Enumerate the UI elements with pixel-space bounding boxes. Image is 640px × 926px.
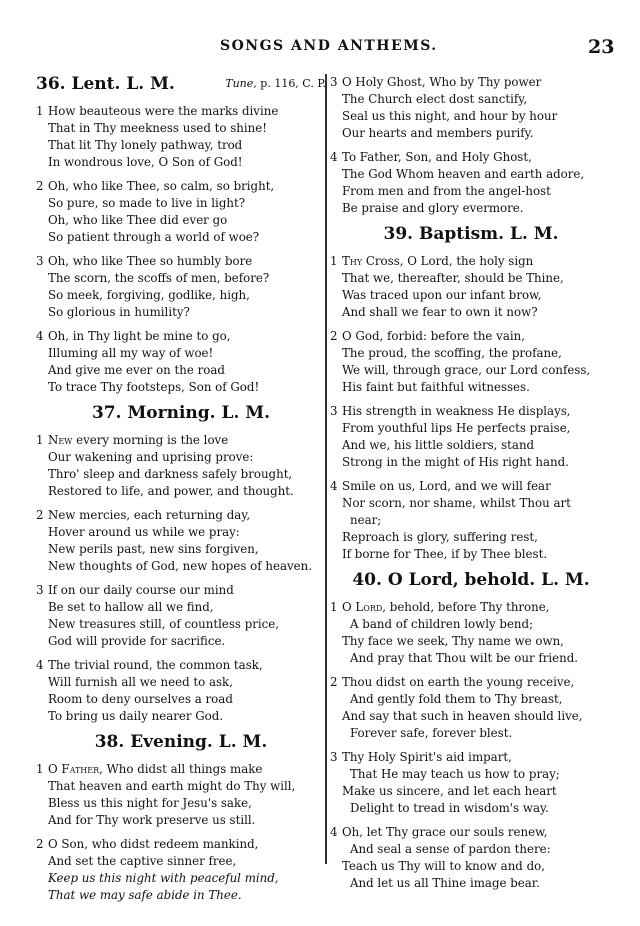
verse-line: So glorious in humility?	[48, 305, 190, 319]
verse-line: In wondrous love, O Son of God!	[48, 155, 243, 169]
verse-line: And for Thy work preserve us still.	[48, 813, 256, 827]
hymn-40-stanza-1	[330, 599, 612, 667]
verse-line: Nor scorn, nor shame, whilst Thou art	[342, 496, 571, 510]
verse-line: Room to deny ourselves a road	[48, 692, 233, 706]
hymn-36-stanza-2	[36, 178, 326, 246]
verse-line: Strong in the might of His right hand.	[342, 455, 569, 469]
hymn-38-stanza-2	[36, 836, 326, 904]
verse-line: The trivial round, the common task,	[48, 658, 263, 672]
verse-line: To trace Thy footsteps, Son of God!	[48, 380, 260, 394]
hymn-38-stanza-3	[330, 74, 612, 142]
verse-line: How beauteous were the marks divine	[48, 104, 279, 118]
stanza-number: 1	[36, 433, 44, 447]
verse-line: every morning is the love	[72, 433, 229, 447]
verse-line: New thoughts of God, new hopes of heaven.	[48, 559, 312, 573]
stanza-number: 2	[36, 837, 44, 851]
verse-line: That lit Thy lonely pathway, trod	[48, 138, 243, 152]
stanza-number: 1	[36, 104, 44, 118]
stanza-number: 1	[36, 762, 44, 776]
hymn-37-stanza-4	[36, 657, 326, 725]
hymn-40-stanza-3	[330, 749, 612, 817]
verse-line: Make us sincere, and let each heart	[342, 784, 557, 798]
verse-line: And say that such in heaven should live,	[342, 709, 583, 723]
verse-line: To Father, Son, and Holy Ghost,	[342, 150, 532, 164]
hymn-37-stanza-2	[36, 507, 326, 575]
verse-line: Be set to hallow all we find,	[48, 600, 214, 614]
verse-line: That we may safe abide in Thee.	[48, 888, 242, 902]
hymn-39-stanza-4	[330, 478, 612, 563]
verse-line: Illuming all my way of woe!	[48, 346, 214, 360]
verse-line: From youthful lips He perfects praise,	[342, 421, 571, 435]
stanza-number: 2	[330, 329, 338, 343]
stanza-number: 3	[330, 404, 338, 418]
verse-line: The Church elect dost sanctify,	[342, 92, 528, 106]
verse-line: And pray that Thou wilt be our friend.	[350, 651, 579, 665]
verse-line: Thou didst on earth the young receive,	[342, 675, 575, 689]
verse-line: The God Whom heaven and earth adore,	[342, 167, 585, 181]
tune-label: Tune,	[225, 77, 257, 90]
stanza-number: 2	[36, 508, 44, 522]
hymn-36-stanza-4	[36, 328, 326, 396]
hymn-36-tune	[225, 77, 326, 90]
verse-line: Was traced upon our infant brow,	[342, 288, 542, 302]
hymn-39-stanza-2	[330, 328, 612, 396]
hymn-38-stanza-1	[36, 761, 326, 829]
verse-line: His strength in weakness He displays,	[342, 404, 571, 418]
verse-line: To bring us daily nearer God.	[48, 709, 224, 723]
hymn-40-heading	[330, 570, 612, 596]
hymn-37-stanza-1	[36, 432, 326, 500]
stanza-number: 2	[330, 675, 338, 689]
stanza-number: 4	[330, 825, 338, 839]
verse-line: Forever safe, forever blest.	[350, 726, 513, 740]
hymn-40-stanza-2	[330, 674, 612, 742]
hymn-36-stanza-3	[36, 253, 326, 321]
hymn-39-heading	[330, 224, 612, 250]
verse-line: That heaven and earth might do Thy will,	[48, 779, 296, 793]
verse-first-word: O Father,	[48, 762, 103, 776]
verse-line: And let us all Thine image bear.	[350, 876, 540, 890]
verse-line: Bless us this night for Jesu's sake,	[48, 796, 252, 810]
verse-line: New treasures still, of countless price,	[48, 617, 280, 631]
stanza-number: 4	[330, 479, 338, 493]
stanza-number: 4	[36, 329, 44, 343]
verse-line: O Holy Ghost, Who by Thy power	[342, 75, 542, 89]
verse-line: Oh, in Thy light be mine to go,	[48, 329, 231, 343]
hymn-39-stanza-3	[330, 403, 612, 471]
running-head	[0, 36, 640, 60]
verse-line: O God, forbid: before the vain,	[342, 329, 525, 343]
hymn-37-heading	[36, 403, 326, 429]
verse-line: And give me ever on the road	[48, 363, 225, 377]
verse-line: That we, thereafter, should be Thine,	[342, 271, 564, 285]
stanza-number: 3	[36, 254, 44, 268]
stanza-number: 3	[36, 583, 44, 597]
verse-line: And shall we fear to own it now?	[342, 305, 538, 319]
verse-line: If on our daily course our mind	[48, 583, 234, 597]
verse-line: Seal us this night, and hour by hour	[342, 109, 558, 123]
verse-first-word: Thy	[342, 254, 363, 268]
running-title: SONGS AND ANTHEMS.	[220, 38, 438, 54]
verse-line: And we, his little soldiers, stand	[342, 438, 535, 452]
hymn-39-stanza-1	[330, 253, 612, 321]
verse-line: Delight to tread in wisdom's way.	[350, 801, 549, 815]
left-column	[36, 74, 326, 911]
verse-line: Restored to life, and power, and thought.	[48, 484, 294, 498]
tune-page-ref: p. 116, C. P.	[260, 77, 326, 90]
verse-line: The scorn, the scoffs of men, before?	[48, 271, 270, 285]
hymn-38-heading	[36, 732, 326, 758]
hymn-40-title: 40. O Lord, behold. L. M.	[352, 570, 590, 590]
verse-line: So patient through a world of woe?	[48, 230, 260, 244]
hymn-38-stanza-4	[330, 149, 612, 217]
stanza-number: 3	[330, 750, 338, 764]
hymn-39-title: 39. Baptism. L. M.	[383, 224, 559, 244]
verse-line: And gently fold them to Thy breast,	[350, 692, 563, 706]
verse-line: Cross, O Lord, the holy sign	[362, 254, 534, 268]
verse-line: Oh, who like Thee did ever go	[48, 213, 228, 227]
verse-line: And seal a sense of pardon there:	[350, 842, 551, 856]
verse-line: And set the captive sinner free,	[48, 854, 237, 868]
verse-first-word: O Lord,	[342, 600, 387, 614]
verse-line: Who didst all things make	[102, 762, 263, 776]
verse-line: His faint but faithful witnesses.	[342, 380, 530, 394]
verse-line: Be praise and glory evermore.	[342, 201, 524, 215]
hymn-38-title: 38. Evening. L. M.	[94, 732, 268, 752]
verse-line: If borne for Thee, if by Thee blest.	[342, 547, 548, 561]
verse-line: That in Thy meekness used to shine!	[48, 121, 267, 135]
verse-line: The proud, the scoffing, the profane,	[342, 346, 562, 360]
verse-line: Smile on us, Lord, and we will fear	[342, 479, 551, 493]
verse-line: That He may teach us how to pray;	[350, 767, 560, 781]
stanza-number: 4	[36, 658, 44, 672]
verse-line: Our hearts and members purify.	[342, 126, 534, 140]
right-column	[330, 74, 612, 899]
hymn-37-stanza-3	[36, 582, 326, 650]
verse-line: God will provide for sacrifice.	[48, 634, 226, 648]
verse-line: Will furnish all we need to ask,	[48, 675, 233, 689]
verse-line: Thro' sleep and darkness safely brought,	[48, 467, 293, 481]
stanza-number: 3	[330, 75, 338, 89]
verse-line: New perils past, new sins forgiven,	[48, 542, 259, 556]
verse-line: Oh, let Thy grace our souls renew,	[342, 825, 548, 839]
verse-line: Teach us Thy will to know and do,	[342, 859, 545, 873]
verse-line: So pure, so made to live in light?	[48, 196, 246, 210]
stanza-number: 2	[36, 179, 44, 193]
verse-line: Reproach is glory, suffering rest,	[342, 530, 538, 544]
verse-line: behold, before Thy throne,	[386, 600, 550, 614]
verse-line: New mercies, each returning day,	[48, 508, 251, 522]
verse-line: Our wakening and uprising prove:	[48, 450, 254, 464]
hymn-36-title: 36. Lent. L. M.	[36, 74, 175, 94]
verse-line: So meek, forgiving, godlike, high,	[48, 288, 250, 302]
verse-line: Oh, who like Thee so humbly bore	[48, 254, 253, 268]
hymn-40-stanza-4	[330, 824, 612, 892]
verse-line: O Son, who didst redeem mankind,	[48, 837, 259, 851]
verse-first-word: New	[48, 433, 73, 447]
verse-line: Thy face we seek, Thy name we own,	[342, 634, 564, 648]
verse-line: A band of children lowly bend;	[350, 617, 534, 631]
stanza-number: 4	[330, 150, 338, 164]
verse-line: We will, through grace, our Lord confess,	[342, 363, 591, 377]
verse-line: Oh, who like Thee, so calm, so bright,	[48, 179, 275, 193]
hymn-37-title: 37. Morning. L. M.	[91, 403, 271, 423]
stanza-number: 1	[330, 254, 338, 268]
stanza-number: 1	[330, 600, 338, 614]
verse-line: Keep us this night with peaceful mind,	[48, 871, 279, 885]
page-number: 23	[588, 36, 615, 58]
verse-line: Hover around us while we pray:	[48, 525, 240, 539]
hymn-36-heading	[36, 74, 326, 100]
verse-line: Thy Holy Spirit's aid impart,	[342, 750, 512, 764]
hymn-36-stanza-1	[36, 103, 326, 171]
verse-line: near;	[350, 513, 382, 527]
verse-line: From men and from the angel-host	[342, 184, 551, 198]
